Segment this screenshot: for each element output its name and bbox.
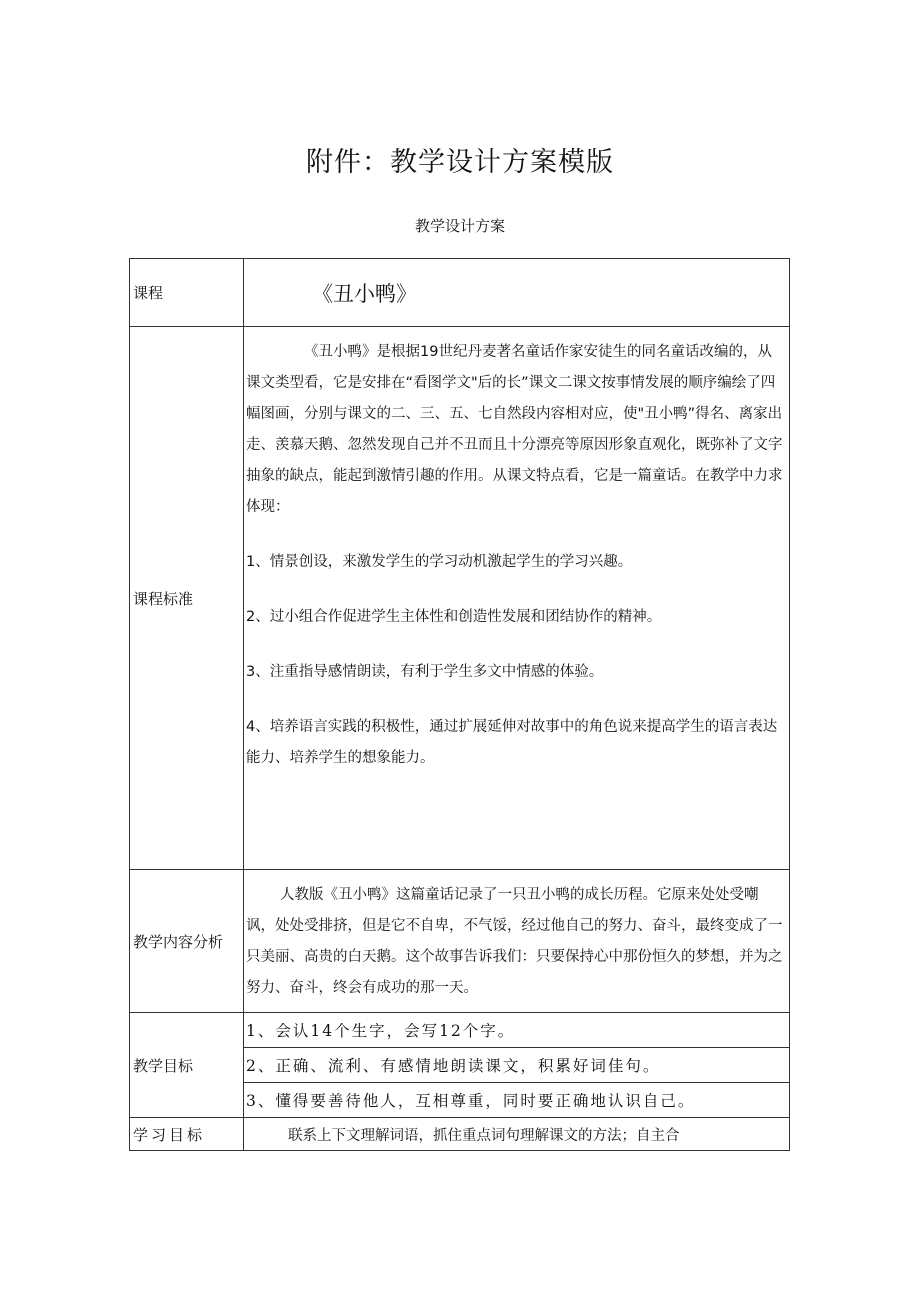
standard-item-4: 4、培养语言实践的积极性，通过扩展延伸对故事中的角色说来提高学生的语言表达能力、培养学生的想象能力。: [246, 719, 778, 766]
standard-item-1: 1、情景创设，来激发学生的学习动机激起学生的学习兴趣。: [246, 554, 633, 570]
teaching-goals-label: 教学目标: [130, 1013, 244, 1118]
teaching-goal-1: 1、会认14个生字，会写12个字。: [244, 1013, 790, 1048]
teaching-goal-3: 3、懂得要善待他人，互相尊重，同时要正确地认识自己。: [244, 1083, 790, 1118]
table-row-content-analysis: [130, 870, 790, 1013]
table-row-course: [130, 259, 790, 327]
document-title: 附件：教学设计方案模版: [306, 147, 614, 178]
table-row-standard: [130, 327, 790, 870]
learning-goals-text: 联系上下文理解词语，抓住重点词句理解课文的方法；自主合: [244, 1118, 790, 1151]
standard-label: 课程标准: [130, 327, 244, 870]
course-value: 《丑小鸭》: [312, 281, 417, 306]
standard-item-3: 3、注重指导感情朗读，有利于学生多文中情感的体验。: [246, 664, 604, 680]
content-analysis-cell: [244, 870, 790, 1013]
content-analysis-label: 教学内容分析: [130, 870, 244, 1013]
standard-intro: 《丑小鸭》是根据19世纪丹麦著名童话作家安徒生的同名童话改编的，从课文类型看，它是安排在“看图学文"后的长”课文二课文按事情发展的顺序编绘了四幅图画，分别与课文的二、三、五、七自然段内容相对应，使"丑小鸭”得名、离家出走、羡慕天鹅、忽然发现自己并不丑而且十分漂亮等原因形象直观化，既弥补了文字抽象的缺点，能起到激情引趣的作用。从课文特点看，它是一篇童话。在教学中力求体现：: [246, 344, 783, 515]
teaching-goal-2: 2、正确、流利、有感情地朗读课文，积累好词佳句。: [244, 1048, 790, 1083]
table-row-teaching-goal-1: [130, 1013, 790, 1048]
document-subtitle: 教学设计方案: [414, 217, 505, 235]
course-value-cell: [244, 259, 790, 327]
standard-cell: [244, 327, 790, 870]
course-label: 课程: [130, 259, 244, 327]
table-row-learning-goals: [130, 1118, 790, 1151]
standard-item-2: 2、过小组合作促进学生主体性和创造性发展和团结协作的精神。: [246, 609, 662, 625]
teaching-plan-table: [129, 258, 790, 1151]
learning-goals-label: 学习目标: [130, 1118, 244, 1151]
content-analysis-text: 人教版《丑小鸭》这篇童话记录了一只丑小鸭的成长历程。它原来处处受嘲讽，处处受排挤，但是它不自卑，不气馁，经过他自己的努力、奋斗，最终变成了一只美丽、高贵的白天鹅。这个故事告诉我们：只要保持心中那份恒久的梦想，并为之努力、奋斗，终会有成功的那一天。: [246, 887, 783, 996]
